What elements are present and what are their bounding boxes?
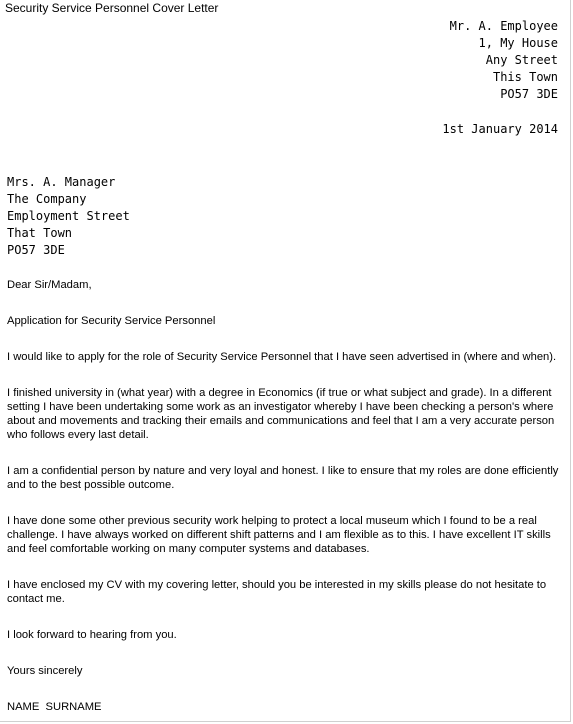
recipient-street: Employment Street: [7, 209, 130, 223]
paragraph-intro: I would like to apply for the role of Security Service Personnel that I have seen advertised in (where and when).: [7, 351, 557, 363]
recipient-postcode: PO57 3DE: [7, 243, 65, 257]
signature-name: NAME SURNAME: [7, 701, 102, 713]
paragraph-previous-work: I have done some other previous security work helping to protect a local museum which I found to be a real challenge. I have always worked on different shift patterns and I am flexible as to this. I have excellent IT skills and feel comfortable working on many computer systems and databases.: [7, 515, 551, 555]
closing-phrase: Yours sincerely: [7, 665, 83, 677]
letter-subject: Application for Security Service Personnel: [7, 315, 216, 327]
sender-address-line1: 1, My House: [478, 36, 558, 50]
document-title: Security Service Personnel Cover Letter: [5, 1, 219, 15]
sender-address-line2: Any Street: [485, 53, 558, 67]
recipient-company: The Company: [7, 192, 87, 206]
letter-date: 1st January 2014: [442, 122, 558, 136]
sender-name: Mr. A. Employee: [449, 19, 558, 33]
paragraph-education-experience: I finished university in (what year) with a degree in Economics (if true or what subject and grade). In a different setting I have been undertaking some work as an investigator whereby I have been checking a person's where about and movements and tracking their emails and communications and feel that I am a very accurate person who follows every last detail.: [7, 387, 555, 441]
paragraph-closing-line: I look forward to hearing from you.: [7, 629, 177, 641]
sender-postcode: PO57 3DE: [500, 87, 558, 101]
recipient-name: Mrs. A. Manager: [7, 175, 116, 189]
recipient-town: That Town: [7, 226, 73, 240]
paragraph-personal-qualities: I am a confidential person by nature and very loyal and honest. I like to ensure that my roles are done efficiently and to the best possible outcome.: [7, 465, 559, 491]
recipient-address-block: [7, 174, 130, 259]
sender-address-block: [450, 18, 558, 103]
paragraph-enclosed-cv: I have enclosed my CV with my covering letter, should you be interested in my skills please do not hesitate to contact me.: [7, 579, 547, 605]
salutation: Dear Sir/Madam,: [7, 279, 92, 291]
sender-town: This Town: [492, 70, 558, 84]
